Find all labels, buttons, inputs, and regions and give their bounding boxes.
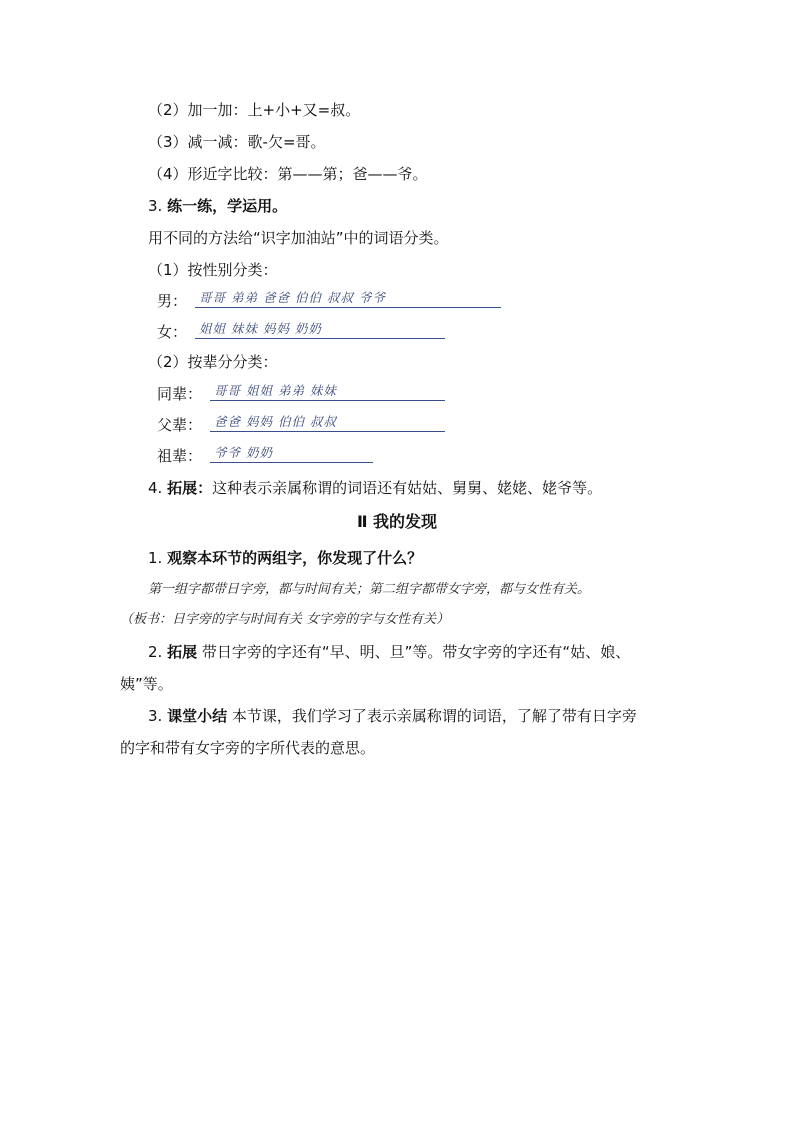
same-gen-label: 同辈： — [157, 385, 203, 403]
grand-gen-label: 祖辈： — [157, 447, 203, 465]
same-gen-answer-line — [210, 382, 445, 401]
male-answer: 哥哥 弟弟 爸爸 伯伯 叔叔 爷爷 — [199, 290, 386, 305]
q1-text: 观察本环节的两组字，你发现了什么？ — [167, 549, 423, 567]
section-title-discovery: Ⅱ 我的发现 — [356, 512, 438, 531]
grand-gen-answer-line — [210, 444, 373, 463]
q2-label: 拓展 — [167, 643, 198, 661]
q3-text-line2: 的字和带有女字旁的字所代表的意思。 — [120, 739, 376, 757]
male-answer-line — [195, 289, 501, 308]
extend-line — [148, 478, 602, 498]
female-answer: 姐姐 妹妹 妈妈 奶奶 — [199, 321, 322, 336]
male-label: 男： — [157, 292, 188, 310]
practice-heading-num: 3. — [148, 197, 163, 215]
q1-board-note: （板书：日字旁的字与时间有关 女字旁的字与女性有关） — [120, 612, 450, 627]
generation-title: （2）按辈分分类： — [148, 353, 278, 371]
discovery-q3 — [148, 706, 637, 726]
practice-heading — [148, 196, 287, 216]
extend-text: 这种表示亲属称谓的词语还有姑姑、舅舅、姥姥、姥爷等。 — [212, 479, 603, 497]
parent-gen-answer-line — [210, 413, 445, 432]
q1-num: 1. — [148, 549, 163, 567]
item-3: （3）减一减：歌-欠=哥。 — [148, 133, 326, 151]
q3-num: 3. — [148, 707, 163, 725]
q1-answer: 第一组字都带日字旁，都与时间有关；第二组字都带女字旁，都与女性有关。 — [148, 582, 591, 597]
q2-num: 2. — [148, 643, 163, 661]
discovery-q2 — [148, 642, 630, 662]
practice-instruction: 用不同的方法给“识字加油站”中的词语分类。 — [148, 229, 449, 247]
q3-label: 课堂小结 — [167, 707, 228, 725]
female-answer-line — [195, 320, 445, 339]
parent-gen-label: 父辈： — [157, 416, 203, 434]
gender-title: （1）按性别分类： — [148, 261, 278, 279]
q2-text-line2: 姨”等。 — [120, 675, 173, 693]
discovery-q1 — [148, 548, 422, 568]
q2-text-line1: 带日字旁的字还有“早、明、旦”等。带女字旁的字还有“姑、娘、 — [197, 643, 631, 661]
extend-label: 拓展： — [167, 479, 213, 497]
item-4: （4）形近字比较：第——第；爸——爷。 — [148, 165, 428, 183]
item-2: （2）加一加：上+小+又=叔。 — [148, 101, 361, 119]
same-gen-answer: 哥哥 姐姐 弟弟 妹妹 — [214, 383, 337, 398]
q3-text-line1: 本节课，我们学习了表示亲属称谓的词语，了解了带有日字旁 — [227, 707, 637, 725]
practice-heading-text: 练一练，学运用。 — [167, 197, 288, 215]
extend-num: 4. — [148, 479, 163, 497]
parent-gen-answer: 爸爸 妈妈 伯伯 叔叔 — [214, 414, 337, 429]
female-label: 女： — [157, 323, 188, 341]
grand-gen-answer: 爷爷 奶奶 — [214, 445, 273, 460]
